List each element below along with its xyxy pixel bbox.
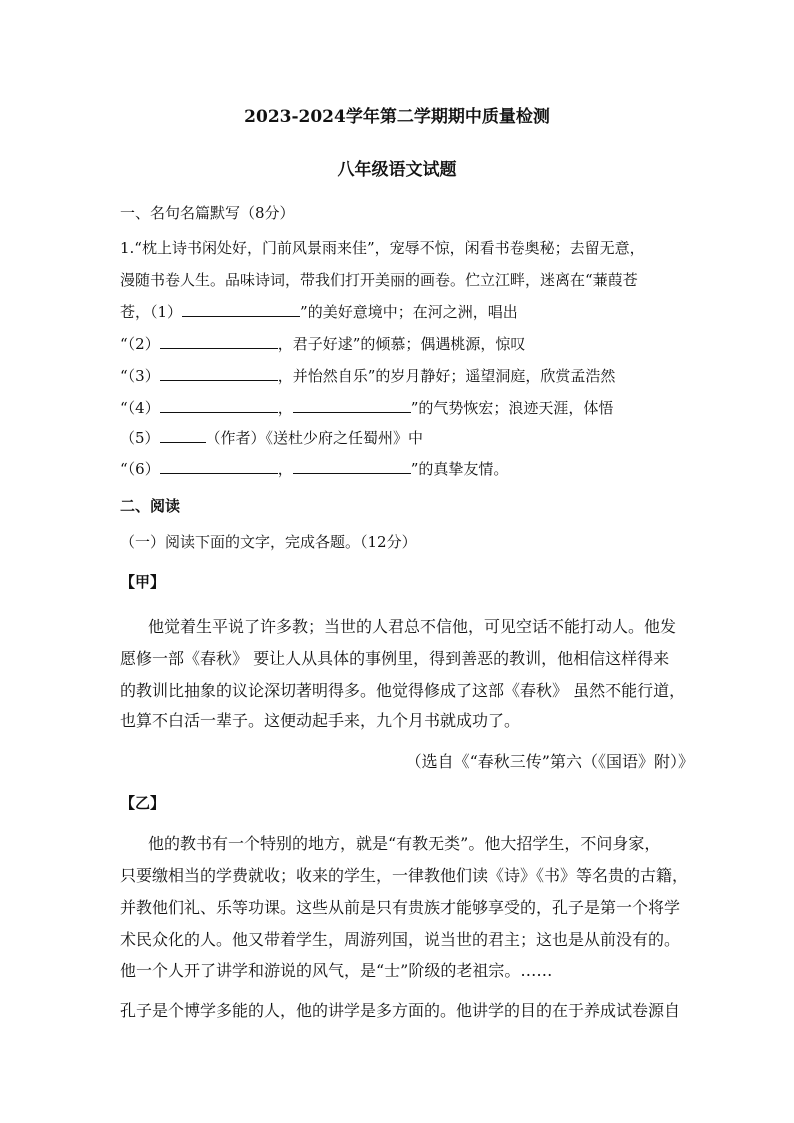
- answer-blank-6a[interactable]: [160, 459, 278, 474]
- yi-line-6: 孔子是个博学多能的人，他的讲学是多方面的。他讲学的目的在于养成试卷源自: [120, 1001, 681, 1020]
- yi-line-2: 只要缴相当的学费就收；收来的学生，一律教他们读《诗》《书》等名贵的古籍，: [120, 866, 689, 885]
- section1-line-1: 1.“枕上诗书闲处好，门前风景雨来佳”，宠辱不惊，闲看书卷奥秘；去留无意，: [120, 239, 645, 257]
- yi-line-5: 他一个人开了讲学和游说的风气，是“士”阶级的老祖宗。……: [120, 961, 553, 980]
- section2-heading: 二、阅读: [120, 497, 181, 515]
- yi-line-3: 并教他们礼、乐等功课。这些从前是只有贵族才能够享受的，孔子是第一个将学: [120, 898, 681, 917]
- yi-line-1: 他的教书有一个特别的地方，就是“有教无类”。他大招学生，不问身家，: [148, 834, 661, 853]
- answer-blank-5[interactable]: [160, 428, 206, 443]
- passage-yi-label: 【乙】: [120, 794, 166, 812]
- section1-line-8: [120, 459, 508, 479]
- line4-suffix: ，君子好逑”的倾慕；偶遇桃源，惊叹: [277, 335, 526, 353]
- jia-line-3: 的教训比抽象的议论深切著明得多。他觉得修成了这部《春秋》 虽然不能行道，: [120, 681, 686, 700]
- line6-suffix: ”的气势恢宏；浪迹天涯，体悟: [410, 399, 614, 417]
- section2-subheading: （一）阅读下面的文字，完成各题。（12分）: [120, 533, 417, 551]
- line8-prefix: “（6）: [120, 460, 160, 478]
- answer-blank-1[interactable]: [182, 302, 300, 317]
- line6-sep: ，: [277, 399, 293, 417]
- section1-line-6: [120, 398, 613, 418]
- section1-line-3: [120, 302, 518, 322]
- answer-blank-4b[interactable]: [293, 398, 411, 413]
- answer-blank-4a[interactable]: [160, 398, 278, 413]
- line6-prefix: “（4）: [120, 399, 160, 417]
- section1-line-5: [120, 366, 615, 386]
- exam-subtitle: 八年级语文试题: [337, 160, 457, 180]
- line5-prefix: “（3）: [120, 367, 160, 385]
- line7-prefix: （5）: [120, 429, 160, 447]
- answer-blank-6b[interactable]: [293, 459, 411, 474]
- line8-sep: ，: [277, 460, 293, 478]
- jia-line-2: 愿修一部《春秋》 要让人从具体的事例里，得到善恶的教训，他相信这样得来: [120, 649, 670, 668]
- line3-prefix: 苍，（1）: [120, 303, 183, 321]
- line8-suffix: ”的真挚友情。: [410, 460, 509, 478]
- answer-blank-2[interactable]: [160, 334, 278, 349]
- line3-suffix: ”的美好意境中；在河之洲，唱出: [300, 303, 518, 321]
- jia-source: （选自《“春秋三传”第六（《国语》附）》: [405, 752, 694, 771]
- passage-jia-label: 【甲】: [120, 573, 166, 591]
- line5-suffix: ，并怡然自乐”的岁月静好；遥望洞庭，欣赏孟浩然: [277, 367, 616, 385]
- section1-line-4: [120, 334, 525, 354]
- exam-title: 2023-2024学年第二学期期中质量检测: [244, 107, 550, 127]
- line7-suffix: （作者）《送杜少府之任蜀州》中: [205, 429, 424, 447]
- section1-heading: 一、名句名篇默写（8分）: [120, 204, 295, 222]
- jia-line-1: 他觉着生平说了许多教；当世的人君总不信他，可见空话不能打动人。他发: [148, 617, 677, 636]
- section1-line-2: 漫随书卷人生。品味诗词，带我们打开美丽的画卷。伫立江畔，迷离在“蒹葭苍: [120, 271, 638, 289]
- section1-line-7: [120, 428, 423, 448]
- yi-line-4: 术民众化的人。他又带着学生，周游列国，说当世的君主；这也是从前没有的。: [120, 930, 681, 949]
- jia-line-4: 也算不白活一辈子。这便动起手来，九个月书就成功了。: [120, 711, 521, 730]
- answer-blank-3[interactable]: [160, 366, 278, 381]
- line4-prefix: “（2）: [120, 335, 160, 353]
